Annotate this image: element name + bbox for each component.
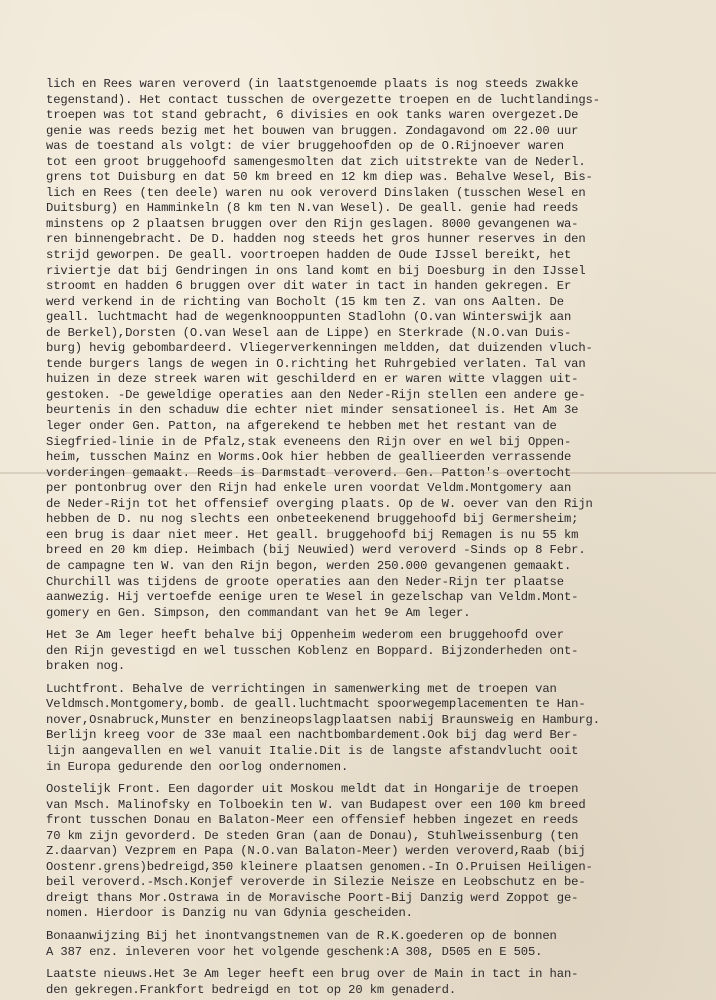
text-line: burg) hevig gebombardeerd. Vliegerverkenningen meldden, dat duizenden vluch- xyxy=(46,341,593,356)
paragraph-laatste-nieuws xyxy=(46,967,686,998)
text-line: den gekregen.Frankfort bedreigd en tot op 20 km genaderd. xyxy=(46,982,457,997)
text-line: ren binnengebracht. De D. hadden nog steeds het gros hunner reserves in den xyxy=(46,232,586,247)
text-line: in Europa gedurende den oorlog ondernomen. xyxy=(46,759,349,774)
text-line: per pontonbrug over den Rijn had enkele uren voordat Veldm.Montgomery aan xyxy=(46,481,572,496)
text-line: beil veroverd.-Msch.Konjef veroverde in Silezie Neisze en Leobschutz en be- xyxy=(46,875,586,890)
text-line: Berlijn kreeg voor de 33e maal een nachtbombardement.Ook bij dag werd Ber- xyxy=(46,728,579,743)
paragraph-gap xyxy=(46,960,686,967)
text-line: front tusschen Donau en Balaton-Meer een offensief hebben ingezet en reeds xyxy=(46,813,579,828)
text-line: de Berkel),Dorsten (O.van Wesel aan de Lippe) en Sterkrade (N.O.van Duis- xyxy=(46,325,572,340)
text-line: Oostenr.grens)bedreigd,350 kleinere plaatsen genomen.-In O.Pruisen Heiligen- xyxy=(46,859,593,874)
text-line: een brug is daar niet meer. Het geall. bruggehoofd bij Remagen is nu 55 km xyxy=(46,527,579,542)
text-line: gestoken. -De geweldige operaties aan den Neder-Rijn stellen een andere ge- xyxy=(46,387,586,402)
text-line: riviertje dat bij Gendringen in ons land komt en bij Doesburg in den IJssel xyxy=(46,263,586,278)
text-line: heim, tusschen Mainz en Worms.Ook hier hebben de geallieerden verrassende xyxy=(46,450,572,465)
text-line: nover,Osnabruck,Munster en benzineopslagplaatsen nabij Braunsweig en Hamburg. xyxy=(46,712,600,727)
text-line: Siegfried-linie in de Pfalz,stak eveneens den Rijn over en wel bij Oppen- xyxy=(46,434,572,449)
text-line: genie was reeds bezig met het bouwen van bruggen. Zondagavond om 22.00 uur xyxy=(46,123,579,138)
text-line: Veldmsch.Montgomery,bomb. de geall.luchtmacht spoorwegemplacementen te Han- xyxy=(46,697,586,712)
text-line: dreigt thans Mor.Ostrawa in de Moravische Poort-Bij Danzig werd Zoppot ge- xyxy=(46,890,579,905)
paragraph-luchtfront xyxy=(46,682,686,775)
paragraph-gap xyxy=(46,675,686,682)
text-line: huizen in deze streek waren wit geschilderd en er waren witte vlaggen uit- xyxy=(46,372,579,387)
text-line: den Rijn gevestigd en wel tusschen Koblenz en Boppard. Bijzonderheden ont- xyxy=(46,643,579,658)
paragraph-gap xyxy=(46,775,686,782)
document-body xyxy=(46,77,686,998)
text-line: lich en Rees (ten deele) waren nu ook veroverd Dinslaken (tusschen Wesel en xyxy=(46,185,586,200)
section-heading-line: Laatste nieuws.Het 3e Am leger heeft een brug over de Main in tact in han- xyxy=(46,967,579,982)
section-heading-line: Oostelijk Front. Een dagorder uit Moskou meldt dat in Hongarije de troepen xyxy=(46,782,579,797)
section-heading-line: Bonaanwijzing Bij het inontvangstnemen van de R.K.goederen op de bonnen xyxy=(46,928,557,943)
text-line: vorderingen gemaakt. Reeds is Darmstadt veroverd. Gen. Patton's overtocht xyxy=(46,465,572,480)
text-line: A 387 enz. inleveren voor het volgende geschenk:A 308, D505 en E 505. xyxy=(46,944,543,959)
text-line: strijd geworpen. De geall. voortroepen hadden de Oude IJssel bereikt, het xyxy=(46,248,572,263)
text-line: Churchill was tijdens de groote operaties aan den Neder-Rijn ter plaatse xyxy=(46,574,564,589)
text-line: werd verkend in de richting van Bocholt (15 km ten Z. van ons Aalten. De xyxy=(46,294,564,309)
paragraph-gap xyxy=(46,922,686,929)
text-line: was de toestand als volgt: de vier bruggehoofden op de O.Rijnoever waren xyxy=(46,139,564,154)
text-line: 70 km zijn gevorderd. De steden Gran (aan de Donau), Stuhlweissenburg (ten xyxy=(46,828,579,843)
paragraph-bonaanwijzing xyxy=(46,929,686,960)
text-line: de campagne ten W. van den Rijn begon, werden 250.000 gevangenen gemaakt. xyxy=(46,558,572,573)
text-line: lich en Rees waren veroverd (in laatstgenoemde plaats is nog steeds zwakke xyxy=(46,77,579,91)
text-line: leger onder Gen. Patton, na afgerekend te hebben met het restant van de xyxy=(46,419,557,434)
text-line: tegenstand). Het contact tusschen de overgezette troepen en de luchtlandings- xyxy=(46,92,600,107)
paragraph-third-army xyxy=(46,628,686,675)
text-line: Z.daarvan) Vezprem en Papa (N.O.van Balaton-Meer) werden veroverd,Raab (bij xyxy=(46,844,586,859)
paragraph-gap xyxy=(46,621,686,628)
text-line: tot een groot bruggehoofd samengesmolten dat zich uitstrekte van de Nederl. xyxy=(46,154,586,169)
text-line: breed en 20 km diep. Heimbach (bij Neuwied) werd veroverd -Sinds op 8 Febr. xyxy=(46,543,586,558)
text-line: gomery en Gen. Simpson, den commandant van het 9e Am leger. xyxy=(46,605,471,620)
text-line: Duitsburg) en Hamminkeln (8 km ten N.van Wesel). De geall. genie had reeds xyxy=(46,201,579,216)
paragraph-oostelijk-front xyxy=(46,782,686,922)
paragraph-west-front xyxy=(46,77,686,621)
text-line: beurtenis in den schaduw die echter niet minder sensationeel is. Het Am 3e xyxy=(46,403,579,418)
text-line: de Neder-Rijn tot het offensief overging plaats. Op de W. oever van den Rijn xyxy=(46,496,593,511)
text-line: van Msch. Malinofsky en Tolboekin ten W. van Budapest over een 100 km breed xyxy=(46,797,586,812)
text-line: tende burgers langs de wegen in O.richting het Ruhrgebied verlaten. Tal van xyxy=(46,356,586,371)
text-line: braken nog. xyxy=(46,659,126,674)
text-line: Het 3e Am leger heeft behalve bij Oppenheim wederom een bruggehoofd over xyxy=(46,628,564,643)
section-heading-line: Luchtfront. Behalve de verrichtingen in samenwerking met de troepen van xyxy=(46,681,557,696)
text-line: hebben de D. nu nog slechts een onbeteekenend bruggehoofd bij Germersheim; xyxy=(46,512,579,527)
text-line: stroomt en hadden 6 bruggen over dit water in tact in handen gekregen. Er xyxy=(46,279,572,294)
text-line: lijn aangevallen en wel vanuit Italie.Dit is de langste afstandvlucht ooit xyxy=(46,743,579,758)
text-line: geall. luchtmacht had de wegenknooppunten Stadlohn (O.van Winterswijk aan xyxy=(46,310,572,325)
text-line: minstens op 2 plaatsen bruggen over den Rijn geslagen. 8000 gevangenen wa- xyxy=(46,216,579,231)
text-line: troepen was tot stand gebracht, 6 divisies en ook tanks waren overgezet.De xyxy=(46,108,579,123)
text-line: grens tot Duisburg en dat 50 km breed en 12 km diep was. Behalve Wesel, Bis- xyxy=(46,170,593,185)
text-line: aanwezig. Hij vertoefde eenige uren te Wesel in gezelschap van Veldm.Mont- xyxy=(46,590,579,605)
text-line: nomen. Hierdoor is Danzig nu van Gdynia gescheiden. xyxy=(46,906,413,921)
